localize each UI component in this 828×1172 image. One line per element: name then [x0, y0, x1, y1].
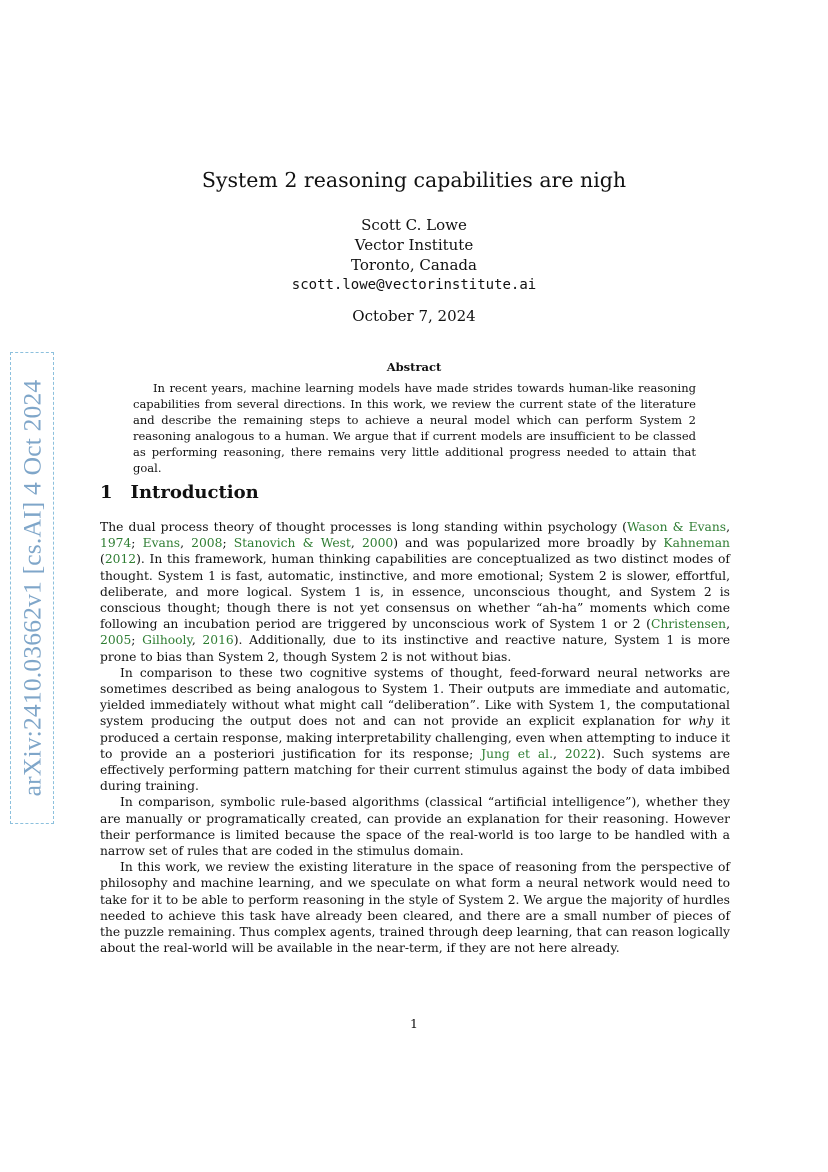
text-run: ). Additionally, due to its instinctive and reactive nature, System 1 is more prone to bias than System 2, though System 2 is not without bias.: [100, 633, 730, 664]
page-number: 1: [410, 1016, 418, 1031]
text-run: it produced a certain response, making interpretability challenging, even when attempting to induce it to provide an a posteriori justification for its response;: [100, 714, 731, 761]
citation-link[interactable]: Wason & Evans: [626, 520, 727, 534]
text-run: ,: [191, 633, 203, 648]
citation-link[interactable]: Evans: [142, 536, 181, 551]
citation-link[interactable]: Kahneman: [663, 536, 730, 551]
citation-year-link[interactable]: 2016: [202, 633, 234, 648]
citation-year-link[interactable]: 2022: [564, 746, 597, 761]
author-name: Scott C. Lowe: [361, 216, 467, 234]
arxiv-identifier-stamp: [10, 352, 54, 824]
text-run: ;: [131, 633, 143, 648]
paragraph-2: [100, 665, 730, 795]
citation-year-link[interactable]: 2008: [191, 536, 223, 551]
paragraph-1: [100, 519, 730, 665]
text-run: ,: [726, 520, 731, 534]
text-run: ). In this framework, human thinking capabilities are conceptualized as two distinct modes of thought. System 1 is fast, automatic, instinctive, and more emotional; System 2 is slower, effortful, deliberate, and more logical. System 1 is, in essence, unconscious thought, and System 2 is conscious thought; though there is not yet consensus on whether “ah-ha” moments which come following an incubation period are triggered by unconscious work of System 1 or 2 (: [100, 552, 730, 632]
author-location: Toronto, Canada: [351, 256, 477, 274]
section-body: [100, 519, 730, 956]
text-run: ) and was popularized more broadly by: [393, 536, 664, 551]
paper-date: October 7, 2024: [352, 307, 476, 325]
paragraph-4: In this work, we review the existing literature in the space of reasoning from the perspective of philosophy and machine learning, and we speculate on what form a neural network would need to take for it to be able to perform reasoning in the style of System 2. We argue the majority of hurdles needed to achieve this task have already been cleared, and there are a small number of pieces of the puzzle remaining. Thus complex agents, trained through deep learning, that can reason logically about the real-world will be available in the near-term, if they are not here already.: [100, 860, 730, 956]
section-number: 1: [100, 482, 113, 503]
citation-link[interactable]: Stanovich & West: [233, 536, 351, 551]
text-run: The dual process theory of thought processes is long standing within psychology (: [100, 520, 627, 534]
text-run: ,: [553, 746, 565, 761]
paper-title: System 2 reasoning capabilities are nigh: [201, 168, 627, 192]
section-title: Introduction: [130, 482, 259, 503]
author-affiliation: Vector Institute: [354, 236, 474, 254]
arxiv-identifier-text: arXiv:2410.03662v1 [cs.AI] 4 Oct 2024: [17, 379, 46, 797]
author-block: [0, 215, 828, 295]
emphasis-text: why: [688, 714, 714, 729]
citation-year-link[interactable]: 2005: [100, 633, 132, 648]
text-run: ;: [222, 536, 234, 551]
text-run: ,: [726, 617, 730, 632]
citation-link[interactable]: Gilhooly: [142, 633, 192, 648]
text-run: ,: [350, 536, 362, 551]
citation-year-link[interactable]: 1974: [100, 536, 132, 551]
text-run: (: [100, 552, 105, 567]
text-run: ,: [180, 536, 192, 551]
text-run: In comparison to these two cognitive systems of thought, feed-forward neural networks are sometimes described as being analogous to System 1. Their outputs are immediate and automatic, yielded immediately without what might call “deliberation”. Like with System 1, the computational system producing the output does not and can not provide an explicit explanation for: [100, 665, 730, 729]
citation-link[interactable]: Christensen: [650, 617, 727, 632]
citation-link[interactable]: Jung et al.: [481, 746, 554, 761]
abstract-text: In recent years, machine learning models have made strides towards human-like reasoning capabilities from several directions. In this work, we review the current state of the literature and describe the remaining steps to achieve a neural model which can perform System 2 reasoning analogous to a human. We argue that if current models are insufficient to be classed as performing reasoning, there remains very little additional progress needed to attain that goal.: [133, 381, 696, 475]
text-run: ;: [131, 536, 143, 551]
citation-year-link[interactable]: 2000: [361, 536, 394, 551]
citation-year-link[interactable]: 2012: [104, 552, 137, 567]
abstract-heading: Abstract: [386, 360, 442, 374]
section-heading: [100, 482, 259, 503]
text-run: ). Such systems are effectively performing pattern matching for their current stimulus against the body of data imbibed during training.: [100, 746, 730, 794]
paragraph-3: In comparison, symbolic rule-based algorithms (classical “artificial intelligence”), whether they are manually or programatically created, can provide an explanation for their reasoning. However their performance is limited because the space of the real-world is too large to be handled with a narrow set of rules that are coded in the stimulus domain.: [100, 795, 730, 859]
author-email: scott.lowe@vectorinstitute.ai: [291, 277, 537, 293]
